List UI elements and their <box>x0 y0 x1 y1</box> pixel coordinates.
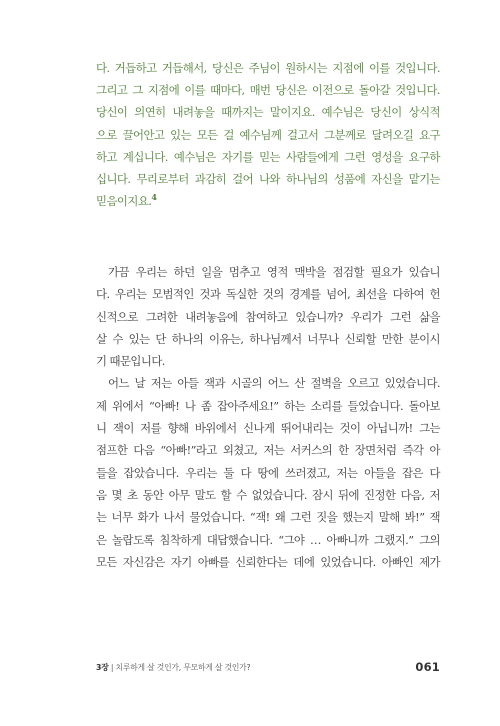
body-line: 음 몇 초 동안 아무 말도 할 수 없었습니다. 잠시 뒤에 진정한 다음, 저 <box>96 487 440 502</box>
page-number: 061 <box>415 660 440 674</box>
quote-line: 하고 계십니다. 예수님은 자기를 믿는 사람들에게 그런 영성을 요구하 <box>96 149 440 164</box>
quote-line: 그리고 그 지점에 이를 때마다, 매번 당신은 이전으로 돌아갈 것입니다. <box>96 83 440 98</box>
running-title: 치루하게 살 것인가, 무모하게 살 것인가? <box>115 663 251 672</box>
quote-line: 당신이 의연히 내려놓을 때까지는 말이지요. 예수님은 당신이 상식적 <box>96 105 440 120</box>
body-line: 가끔 우리는 하던 일을 멈추고 영적 맥박을 점검할 필요가 있습니 <box>108 265 440 279</box>
body-line: 들을 잡았습니다. 우리는 둘 다 땅에 쓰러졌고, 저는 아들을 잡은 다 <box>96 465 440 480</box>
highlighted-quote <box>96 57 440 212</box>
body-line: 신적으로 그려한 내려놓음에 참여하고 있습니까? 우리가 그런 삶을 <box>96 309 440 324</box>
body-line: 제 위에서 “아빠! 나 좀 잡아주세요!” 하는 소리를 들었습니다. 돌아보 <box>96 398 440 413</box>
body-line: 다. 우리는 모범적인 것과 독실한 것의 경계를 넘어, 최선을 다하여 헌 <box>96 287 440 302</box>
body-line: 니 잭이 저를 향해 바위에서 신나게 뛰어내리는 것이 아닙니까! 그는 <box>96 421 440 436</box>
body-line: 어느 날 저는 아들 잭과 시골의 어느 산 절벽을 오르고 있었습니다. <box>108 376 440 391</box>
quote-last-line <box>96 190 440 212</box>
footnote-marker[interactable]: 4 <box>151 192 157 203</box>
running-header <box>96 662 250 673</box>
quote-line-text: 믿음이지요. <box>96 194 152 209</box>
footer-separator: | <box>108 663 116 672</box>
quote-line: 다. 거듭하고 거듭해서, 당신은 주님이 원하시는 지점에 이를 것입니다. <box>96 61 440 75</box>
body-line: 은 놀랍도록 침착하게 대답했습니다. “그야 … 아빠니까 그랬지.” 그의 <box>96 532 440 547</box>
body-text <box>96 261 440 573</box>
quote-line: 십니다. 무리로부터 과감히 걸어 나와 하나님의 성품에 자신을 맡기는 <box>96 171 440 186</box>
body-line: 살 수 있는 단 하나의 이유는, 하나님께서 너무나 신뢰할 만한 분이시 <box>96 331 440 346</box>
body-line: 기 때문입니다. <box>96 354 165 369</box>
quote-line: 으로 끌어안고 있는 모든 걸 예수님께 걸고서 그분께로 달려오길 요구 <box>96 127 440 142</box>
body-line: 모든 자신감은 자기 아빠를 신뢰한다는 데에 있었습니다. 아빠인 제가 <box>96 554 440 569</box>
page-footer <box>96 660 440 676</box>
body-line: 는 너무 화가 나서 물었습니다. “잭! 왜 그런 짓을 했는지 말해 봐!” 잭 <box>96 510 440 525</box>
body-line: 점프한 다음 “아빠!”라고 외쳤고, 저는 서커스의 한 장면처럼 즉각 아 <box>96 443 440 458</box>
chapter-label: 3장 <box>96 663 109 672</box>
